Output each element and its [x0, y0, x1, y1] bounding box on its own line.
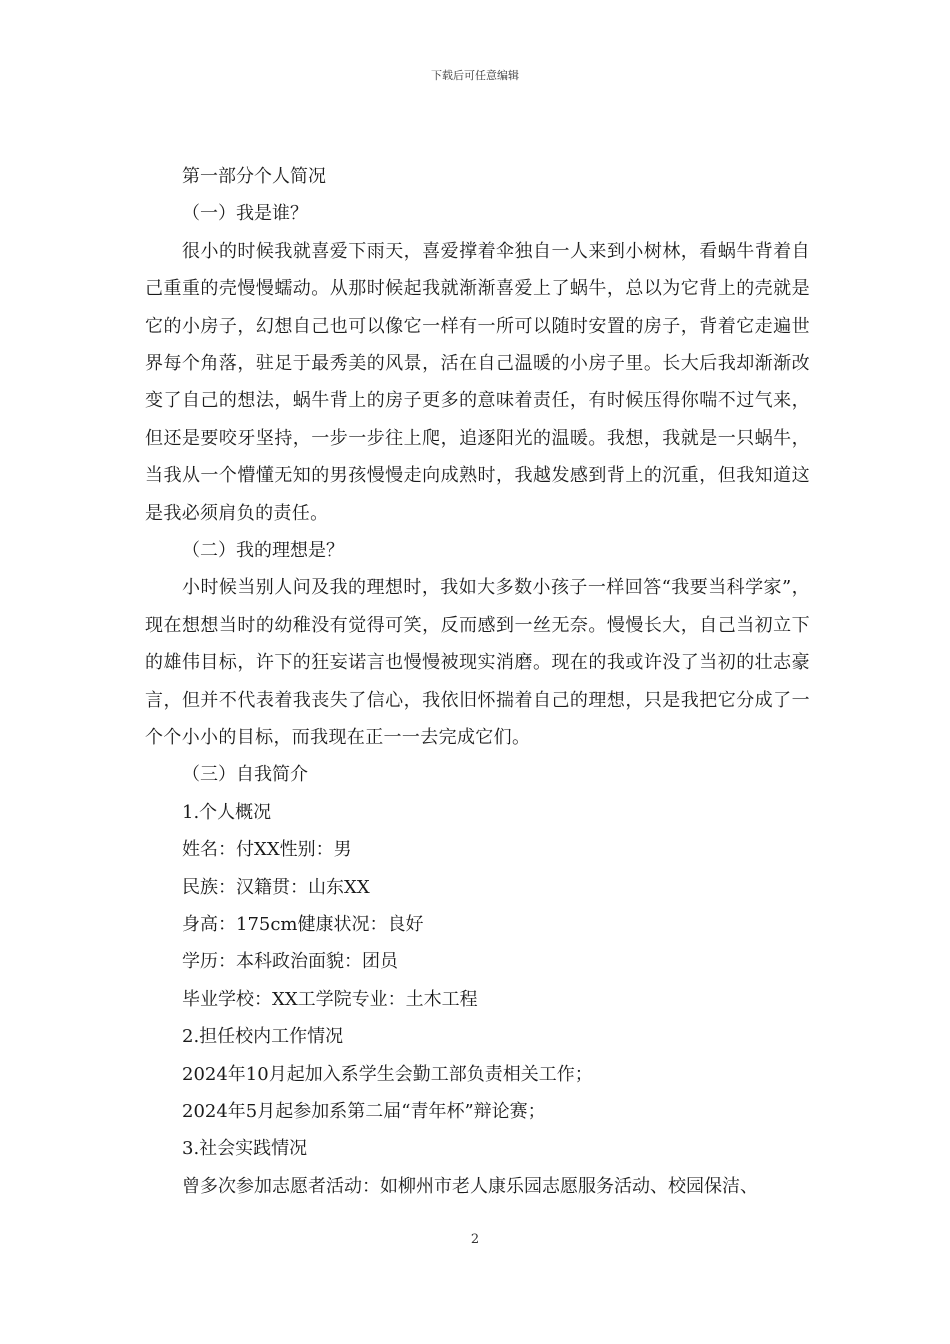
info-school-major: 毕业学校：XX工学院专业：土木工程 [182, 988, 478, 1010]
section-heading-ideal: （二）我的理想是？ [182, 540, 344, 562]
paragraph-ideal: 小时候当别人问及我的理想时，我如大多数小孩子一样回答“我要当科学家”，现在想想当时的幼稚没有觉得可笑，反而感到一丝无奈。慢慢长大，自己当初立下的雄伟目标，许下的狂妄诺言也慢慢被现实消磨。现在的我或许没了当初的壮志豪言，但并不代表着我丧失了信心，我依旧怀揣着自己的理想，只是我把它分成了一个个小小的目标，而我现在正一一去完成它们。 [145, 577, 810, 749]
page-header: 下载后可任意编辑 [431, 69, 519, 82]
work-title: 2.担任校内工作情况 [182, 1026, 344, 1048]
info-ethnic-origin: 民族：汉籍贯：山东XX [182, 876, 370, 898]
document-body [145, 158, 810, 1205]
work-item-2: 2024年5月起参加系第二届“青年杯”辩论赛； [182, 1100, 546, 1122]
overview-title: 1.个人概况 [182, 801, 272, 823]
practice-item-1: 曾多次参加志愿者活动：如柳州市老人康乐园志愿服务活动、校园保洁、 [182, 1175, 758, 1197]
page-number: 2 [470, 1232, 480, 1247]
work-item-1: 2024年10月起加入系学生会勤工部负责相关工作； [182, 1063, 593, 1085]
section-heading-intro: （三）自我简介 [182, 764, 308, 786]
practice-title: 3.社会实践情况 [182, 1138, 308, 1160]
section-heading-who: （一）我是谁？ [182, 203, 308, 225]
info-height-health: 身高：175cm健康状况：良好 [182, 914, 424, 936]
info-education-politics: 学历：本科政治面貌：团员 [182, 951, 398, 973]
info-name-gender: 姓名：付XX性别：男 [182, 839, 352, 861]
part-title: 第一部分个人简况 [182, 166, 326, 187]
paragraph-who: 很小的时候我就喜爱下雨天，喜爱撑着伞独自一人来到小树林，看蜗牛背着自己重重的壳慢慢蠕动。从那时候起我就渐渐喜爱上了蜗牛，总以为它背上的壳就是它的小房子，幻想自己也可以像它一样有一所可以随时安置的房子，背着它走遍世界每个角落，驻足于最秀美的风景，活在自己温暖的小房子里。长大后我却渐渐改变了自己的想法，蜗牛背上的房子更多的意味着责任，有时候压得你喘不过气来，但还是要咬牙坚持，一步一步往上爬，追逐阳光的温暖。我想，我就是一只蜗牛，当我从一个懵懂无知的男孩慢慢走向成熟时，我越发感到背上的沉重，但我知道这是我必须肩负的责任。 [145, 240, 810, 524]
